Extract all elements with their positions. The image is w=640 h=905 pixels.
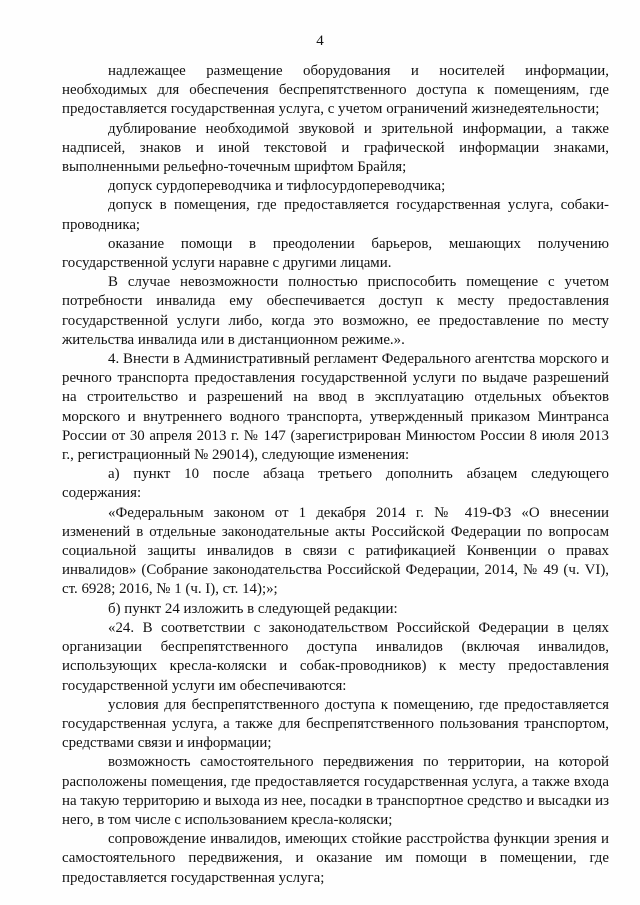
paragraph: дублирование необходимой звуковой и зрительной информации, а также надписей, знаков и иной текстовой и графической информации знаками, выполненными рельефно-точечным шрифтом Брайля; xyxy=(62,120,609,176)
paragraph: «24. В соответствии с законодательством Российской Федерации в целях организации беспрепятственного доступа инвалидов (включая инвалидов, использующих кресла-коляски и собак-проводников) к месту предоставления государственной услуги им обеспечиваются: xyxy=(62,619,609,694)
paragraph: возможность самостоятельного передвижения по территории, на которой расположены помещения, где предоставляется государственная услуга, а также входа на такую территорию и выхода из нее, посадки в транспортное средство и высадки из него, в том числе с использованием кресла-коляски; xyxy=(62,754,609,828)
paragraph: а) пункт 10 после абзаца третьего дополнить абзацем следующего содержания: xyxy=(62,466,609,502)
paragraph: оказание помощи в преодолении барьеров, мешающих получению государственной услуги наравне с другими лицами. xyxy=(62,235,609,272)
paragraph: 4. Внести в Административный регламент Федерального агентства морского и речного транспорта предоставления государственной услуги по выдаче разрешений на строительство и разрешений на ввод в эксплуатацию отдельных объектов морского и внутреннего водного транспорта, утвержденный приказом Минтранса России от 30 апреля 2013 г. № 147 (зарегистрирован Минюстом России 8 июля 2013 г., регистрационный № 29014), следующие изменения: xyxy=(62,351,609,464)
document-body xyxy=(62,62,609,888)
paragraph: условия для беспрепятственного доступа к помещению, где предоставляется государственная услуга, а также для беспрепятственного пользования транспортом, средствами связи и информации; xyxy=(62,696,609,752)
page-number: 4 xyxy=(316,33,324,49)
paragraph: б) пункт 24 изложить в следующей редакции: xyxy=(108,600,398,617)
paragraph: В случае невозможности полностью приспособить помещение с учетом потребности инвалида ему обеспечивается доступ к месту предоставления государственной услуги либо, когда это возможно, ее предоставление по месту жительства инвалида или в дистанционном режиме.». xyxy=(62,274,609,348)
paragraph: сопровождение инвалидов, имеющих стойкие расстройства функции зрения и самостоятельного передвижения, и оказание им помощи в помещении, где предоставляется государственная услуга; xyxy=(62,831,609,886)
paragraph: «Федеральным законом от 1 декабря 2014 г. № 419-ФЗ «О внесении изменений в отдельные законодательные акты Российской Федерации по вопросам социальной защиты инвалидов в связи с ратификацией Конвенции о правах инвалидов» (Собрание законодательства Российской Федерации, 2014, № 49 (ч. VI), ст. 6928; 2016, № 1 (ч. I), ст. 14);»; xyxy=(62,504,609,598)
paragraph: допуск сурдопереводчика и тифлосурдопереводчика; xyxy=(108,178,446,195)
paragraph: надлежащее размещение оборудования и носителей информации, необходимых для обеспечения беспрепятственного доступа к помещениям, где предоставляется государственная услуга, с учетом ограничений жизнедеятельности; xyxy=(62,63,609,118)
paragraph: допуск в помещения, где предоставляется государственная услуга, собаки-проводника; xyxy=(62,197,609,233)
